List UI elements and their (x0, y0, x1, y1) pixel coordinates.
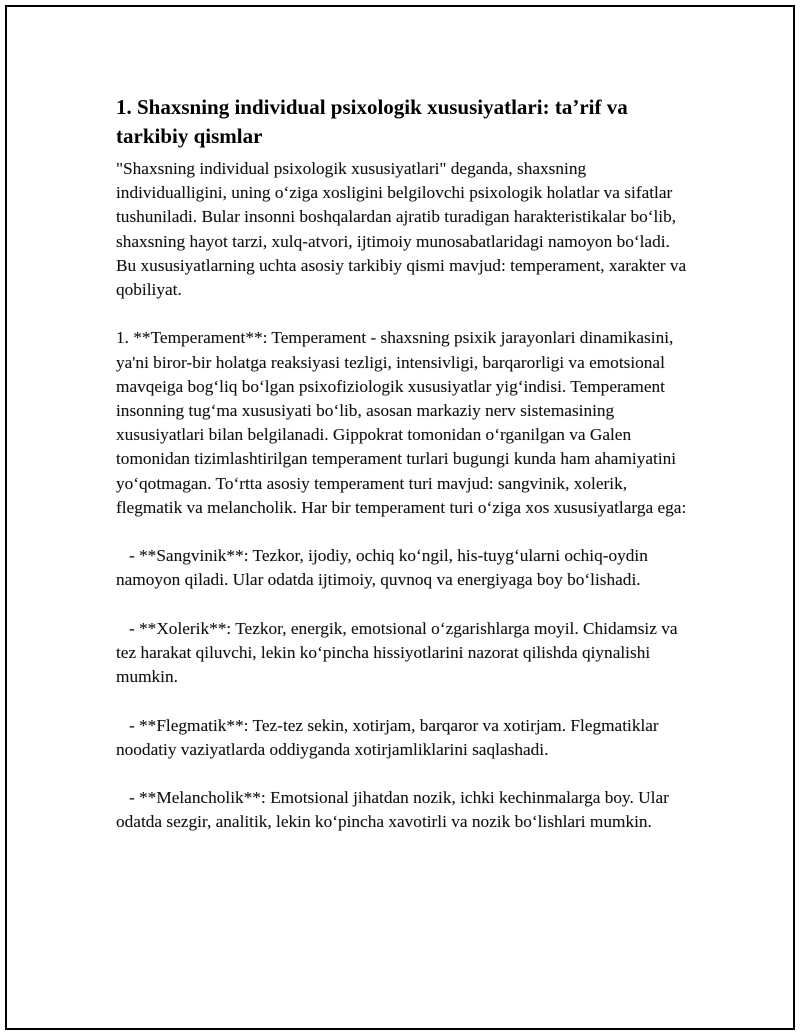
document-title: 1. Shaxsning individual psixologik xususiyatlari: ta’rif va tarkibiy qismlar (116, 95, 628, 148)
type-melancholik: - **Melancholik**: Emotsional jihatdan nozik, ichki kechinmalarga boy. Ular odatda sezgir, analitik, lekin ko‘pincha xavotirli va nozik bo‘lishlari mumkin. (116, 788, 674, 832)
intro-paragraph: "Shaxsning individual psixologik xususiyatlari" deganda, shaxsning individualligini, uning o‘ziga xosligini belgilovchi psixologik holatlar va sifatlar tushuniladi. Bular insonni boshqalardan ajratib turadigan harakteristikalar bo‘lib, shaxsning hayot tarzi, xulq-atvori, ijtimoiy munosabatlaridagi namoyon bo‘ladi. Bu xususiyatlarning uchta asosiy tarkibiy qismi mavjud: temperament, xarakter va qobiliyat. (116, 159, 691, 300)
type-sangvinik: - **Sangvinik**: Tezkor, ijodiy, ochiq ko‘ngil, his-tuyg‘ularni ochiq-oydin namoyon qiladi. Ular odatda ijtimoiy, quvnoq va energiyaga boy bo‘lishadi. (116, 546, 653, 590)
type-xolerik: - **Xolerik**: Tezkor, energik, emotsional o‘zgarishlarga moyil. Chidamsiz va tez harakat qiluvchi, lekin ko‘pincha hissiyotlarini nazorat qilishda qiynalishi mumkin. (116, 618, 682, 687)
type-flegmatik: - **Flegmatik**: Tez-tez sekin, xotirjam, barqaror va xotirjam. Flegmatiklar noodatiy vaziyatlarda oddiyganda xotirjamliklarini saqlashadi. (116, 715, 664, 759)
document-body (116, 93, 691, 835)
temperament-paragraph: 1. **Temperament**: Temperament - shaxsning psixik jarayonlari dinamikasini, ya'ni biror-bir holatga reaksiyasi tezligi, intensivligi, barqarorligi va emotsional mavqeiga bog‘liq bo‘lgan psixofiziologik xususiyatlar yig‘indisi. Temperament insonning tug‘ma xususiyati bo‘lib, asosan markaziy nerv sistemasining xususiyatlari bilan belgilanadi. Gippokrat tomonidan o‘rganilgan va Galen tomonidan tizimlashtirilgan temperament turlari bugungi kunda ham ahamiyatini yo‘qotmagan. To‘rtta asosiy temperament turi mavjud: sangvinik, xolerik, flegmatik va melancholik. Har bir temperament turi o‘ziga xos xususiyatlarga ega: (116, 328, 687, 517)
